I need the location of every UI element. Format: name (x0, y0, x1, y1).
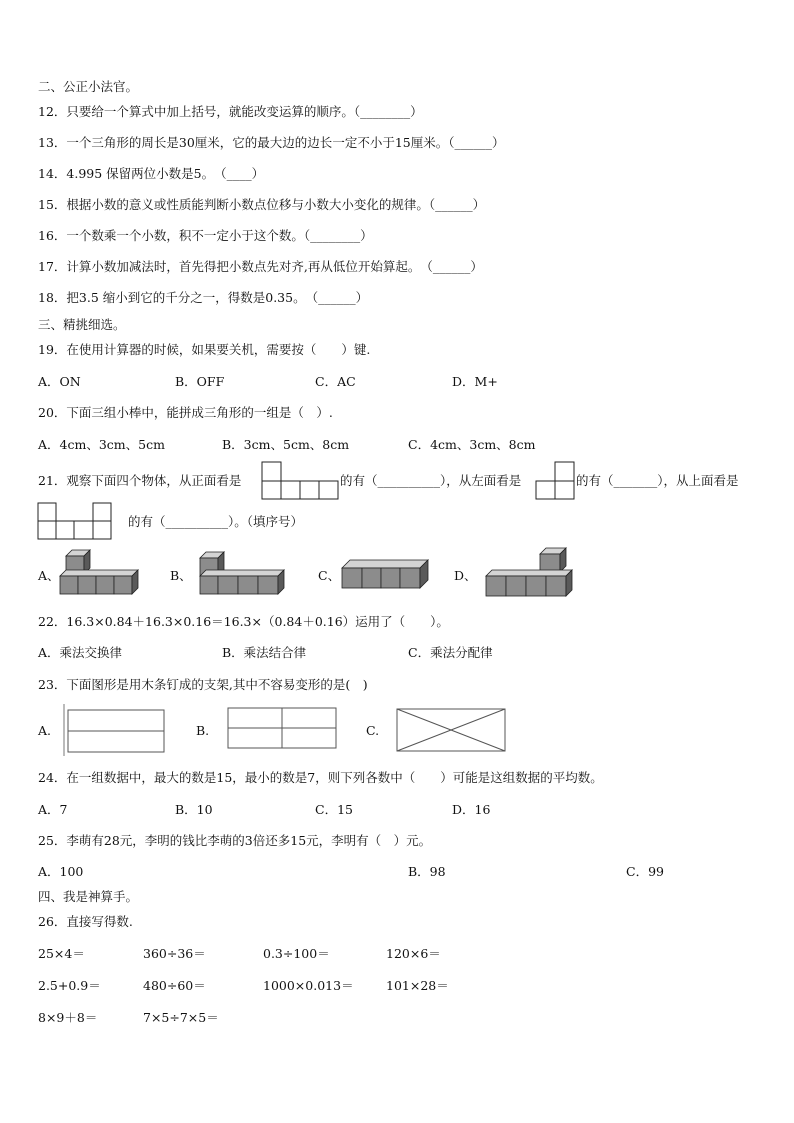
q25-option-b: B．98 (408, 864, 446, 879)
q19-option-c: C．AC (315, 374, 356, 389)
q25-option-a: A．100 (38, 864, 84, 879)
calc-item: 101×28＝ (386, 978, 449, 993)
question-21-part2: 的有（__________），从左面看是 (340, 473, 522, 488)
question-20: 20．下面三组小棒中，能拼成三角形的一组是（ ）. (38, 405, 333, 420)
q24-option-b: B．10 (175, 802, 213, 817)
question-14: 14．4.995 保留两位小数是5。 （____） (38, 166, 265, 181)
calc-item: 0.3÷100＝ (263, 946, 330, 961)
section-heading-4: 四、我是神算手。 (38, 889, 139, 904)
left-view-figure (536, 462, 576, 500)
q21-option-b: B、 (170, 568, 192, 583)
q21-option-c: C、 (318, 568, 341, 583)
q21-option-a: A、 (38, 568, 60, 583)
cube-object-b (196, 552, 288, 598)
q25-option-c: C．99 (626, 864, 664, 879)
question-13: 13．一个三角形的周长是30厘米，它的最大边的边长一定不小于15厘米。（______） (38, 135, 505, 150)
q22-option-c: C．乘法分配律 (408, 645, 493, 660)
question-22: 22．16.3×0.84＋16.3×0.16＝16.3×（0.84＋0.16）运用了（ ）。 (38, 614, 449, 629)
calc-item: 7×5÷7×5＝ (143, 1010, 219, 1025)
section-heading-2: 二、公正小法官。 (38, 79, 139, 94)
calc-item: 120×6＝ (386, 946, 441, 961)
question-19: 19．在使用计算器的时候，如果要关机，需要按（ ）键. (38, 342, 371, 357)
question-21-part3: 的有（_______），从上面看是 (576, 473, 739, 488)
frame-a-figure (62, 704, 168, 756)
q20-option-a: A．4cm、3cm、5cm (38, 437, 165, 452)
question-16: 16．一个数乘一个小数，积不一定小于这个数。（________） (38, 228, 373, 243)
top-view-figure (38, 503, 114, 541)
cube-object-a (60, 550, 142, 598)
calc-item: 8×9＋8＝ (38, 1010, 98, 1025)
q24-option-d: D．16 (452, 802, 491, 817)
q22-option-a: A．乘法交换律 (38, 645, 123, 660)
calc-item: 360÷36＝ (143, 946, 206, 961)
frame-c-figure (394, 706, 508, 754)
q19-option-a: A．ON (38, 374, 81, 389)
cube-object-d (484, 548, 574, 600)
question-24: 24．在一组数据中，最大的数是15，最小的数是7，则下列各数中（ ）可能是这组数据的平均数。 (38, 770, 603, 785)
q19-option-b: B．OFF (175, 374, 225, 389)
q24-option-a: A．7 (38, 802, 68, 817)
calc-item: 25×4＝ (38, 946, 85, 961)
q20-option-c: C．4cm、3cm、8cm (408, 437, 536, 452)
front-view-figure (262, 462, 340, 500)
frame-b-figure (224, 704, 340, 752)
q23-option-a: A. (38, 723, 52, 738)
q24-option-c: C．15 (315, 802, 353, 817)
question-15: 15．根据小数的意义或性质能判断小数点位移与小数大小变化的规律。（______） (38, 197, 486, 212)
q21-option-d: D、 (454, 568, 477, 583)
question-25: 25．李萌有28元，李明的钱比李萌的3倍还多15元，李明有（ ）元。 (38, 833, 432, 848)
calc-item: 1000×0.013＝ (263, 978, 354, 993)
q20-option-b: B．3cm、5cm、8cm (222, 437, 350, 452)
cube-object-c (340, 560, 432, 594)
q23-option-b: B. (196, 723, 210, 738)
question-26: 26．直接写得数. (38, 914, 133, 929)
q19-option-d: D．M+ (452, 374, 498, 389)
question-18: 18．把3.5 缩小到它的千分之一，得数是0.35。 （______） (38, 290, 369, 305)
calc-item: 480÷60＝ (143, 978, 206, 993)
question-21-part1: 21．观察下面四个物体，从正面看是 (38, 473, 242, 488)
q22-option-b: B．乘法结合律 (222, 645, 307, 660)
question-12: 12．只要给一个算式中加上括号，就能改变运算的顺序。（________） (38, 104, 423, 119)
q23-option-c: C. (366, 723, 380, 738)
question-17: 17．计算小数加减法时，首先得把小数点先对齐,再从低位开始算起。 （______） (38, 259, 483, 274)
question-21-part4: 的有（__________）。（填序号） (128, 514, 304, 529)
calc-item: 2.5+0.9＝ (38, 978, 101, 993)
section-heading-3: 三、精挑细选。 (38, 317, 126, 332)
question-23: 23．下面图形是用木条钉成的支架,其中不容易变形的是( ) (38, 677, 368, 692)
